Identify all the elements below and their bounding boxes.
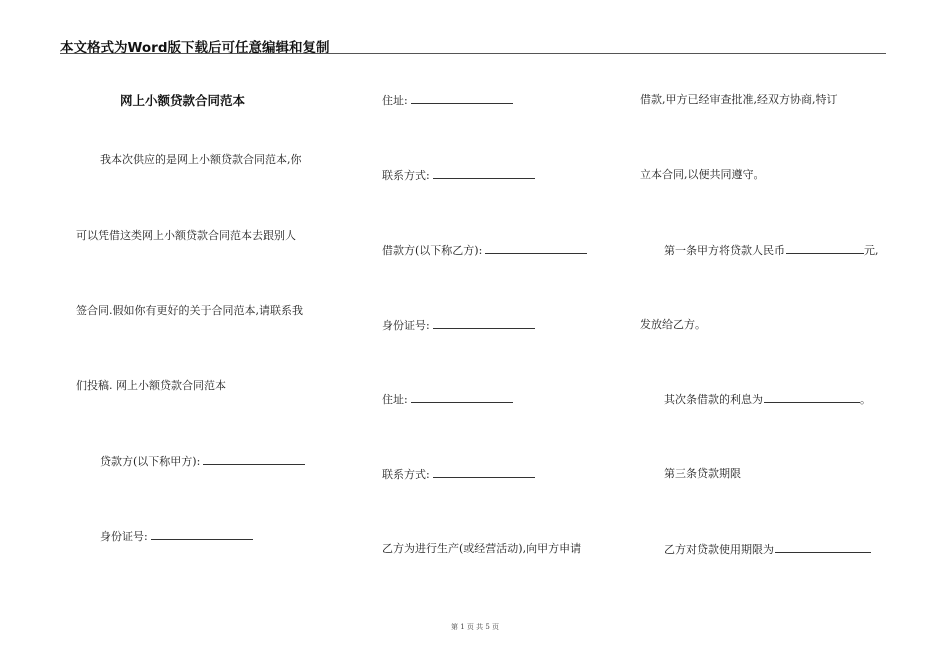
intro-line-4: 们投稿. 网上小额贷款合同范本 [76,379,226,392]
article-2-suffix: 。 [860,393,871,406]
lender-address-label: 住址: [382,94,408,107]
borrower-contact-label: 联系方式: [382,468,430,481]
borrower-address-blank [411,392,513,403]
loan-term-field [664,542,871,557]
borrower-field [382,243,587,258]
page-number: 第 1 页 共 5 页 [450,623,500,631]
lender-id-field [100,529,253,544]
approval-line-2: 立本合同,以便共同遵守。 [640,168,765,181]
article-1-continued: 发放给乙方。 [640,318,706,331]
lender-field [100,454,305,469]
intro-line-3: 签合同.假如你有更好的关于合同范本,请联系我 [76,304,303,317]
lender-blank [203,454,305,465]
borrower-label: 借款方(以下称乙方): [382,244,483,257]
loan-amount-blank [786,243,864,254]
article-2-prefix: 其次条借款的利息为 [664,393,763,406]
loan-term-blank [775,542,871,553]
borrower-contact-blank [433,467,535,478]
lender-address-field [382,93,513,108]
borrower-id-blank [433,318,535,329]
borrower-id-field [382,318,535,333]
lender-id-label: 身份证号: [100,530,148,543]
approval-line-1: 借款,甲方已经审查批准,经双方协商,特订 [640,93,838,106]
header-divider [60,53,886,54]
intro-line-2: 可以凭借这类网上小额贷款合同范本去跟别人 [76,229,296,242]
borrower-address-field [382,392,513,407]
document-header: 本文格式为Word版下载后可任意编辑和复制 [60,40,330,56]
lender-id-blank [151,529,253,540]
borrower-blank [485,243,587,254]
purpose-paragraph: 乙方为进行生产(或经营活动),向甲方申请 [382,542,582,555]
lender-address-blank [411,93,513,104]
article-1 [664,243,879,258]
article-1-suffix: 元, [864,244,879,257]
interest-blank [764,392,860,403]
borrower-id-label: 身份证号: [382,319,430,332]
borrower-contact-field [382,467,535,482]
document-title: 网上小额贷款合同范本 [120,93,246,108]
article-2 [664,392,871,407]
loan-term-label: 乙方对贷款使用期限为 [664,543,774,556]
lender-contact-field [382,168,535,183]
lender-label: 贷款方(以下称甲方): [100,455,201,468]
article-3-heading: 第三条贷款期限 [664,467,741,480]
lender-contact-blank [433,168,535,179]
article-1-prefix: 第一条甲方将贷款人民币 [664,244,785,257]
lender-contact-label: 联系方式: [382,169,430,182]
borrower-address-label: 住址: [382,393,408,406]
intro-line-1: 我本次供应的是网上小额贷款合同范本,你 [100,153,302,166]
